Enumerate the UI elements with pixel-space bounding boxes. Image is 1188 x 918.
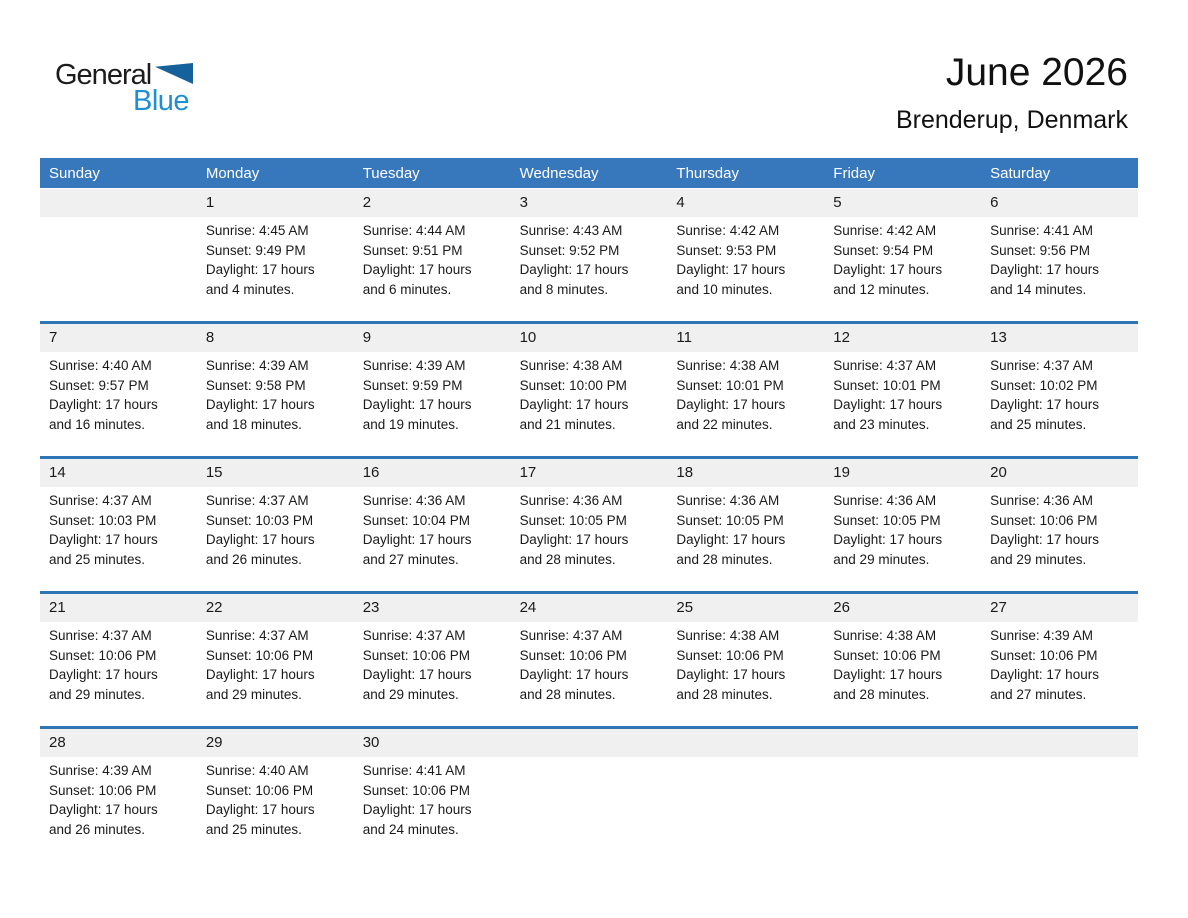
- sunrise-text: Sunrise: 4:37 AM: [990, 358, 1093, 373]
- day-cell-28: [40, 757, 197, 861]
- day-number-2: 2: [362, 194, 372, 211]
- sunset-text: Sunset: 10:01 PM: [833, 377, 941, 393]
- day-cell-10: [511, 352, 668, 456]
- day-number-21: 21: [49, 599, 66, 616]
- daylight-minutes-text: and 6 minutes.: [362, 281, 452, 297]
- title-block: [896, 52, 1128, 134]
- week-row: [40, 456, 1138, 591]
- day-number-6: 6: [990, 194, 999, 211]
- day-cell-21: [40, 622, 197, 726]
- day-cell-9: [354, 352, 511, 456]
- daylight-hours-text: Daylight: 17 hours: [49, 397, 158, 413]
- daylight-hours-text: Daylight: 17 hours: [205, 262, 315, 278]
- daylight-hours-text: Daylight: 17 hours: [362, 667, 472, 683]
- sunset-text: Sunset: 10:06 PM: [205, 647, 314, 663]
- daylight-hours-text: Daylight: 17 hours: [205, 802, 315, 818]
- sunrise-text: Sunrise: 4:37 AM: [362, 628, 466, 643]
- sunrise-text: Sunrise: 4:39 AM: [362, 358, 466, 373]
- day-cell-18: [667, 487, 824, 591]
- daylight-hours-text: Daylight: 17 hours: [362, 397, 472, 413]
- daylight-hours-text: Daylight: 17 hours: [833, 532, 943, 548]
- daylight-minutes-text: and 29 minutes.: [205, 686, 302, 702]
- sunset-text: Sunset: 10:06 PM: [362, 782, 471, 798]
- sunset-text: Sunset: 9:57 PM: [49, 377, 149, 393]
- sunrise-text: Sunrise: 4:41 AM: [362, 763, 466, 778]
- weekday-header-monday: Monday: [205, 164, 260, 182]
- day-number-empty: [824, 729, 981, 757]
- location-subtitle: Brenderup, Denmark: [895, 106, 1128, 134]
- day-number-28: 28: [49, 734, 66, 751]
- sunrise-text: Sunrise: 4:36 AM: [676, 493, 780, 508]
- day-number-1: 1: [205, 194, 215, 211]
- daylight-hours-text: Daylight: 17 hours: [833, 397, 943, 413]
- daylight-hours-text: Daylight: 17 hours: [362, 262, 472, 278]
- day-cell-3: [511, 217, 668, 321]
- day-number-22: 22: [205, 599, 223, 616]
- day-number-14: 14: [49, 464, 66, 481]
- sunset-text: Sunset: 10:04 PM: [362, 512, 471, 528]
- daylight-minutes-text: and 19 minutes.: [362, 416, 459, 432]
- day-number-18: 18: [676, 464, 694, 481]
- daylight-hours-text: Daylight: 17 hours: [676, 262, 786, 278]
- logo-text-general: General: [55, 59, 152, 91]
- sunrise-text: Sunrise: 4:37 AM: [205, 628, 309, 643]
- daylight-minutes-text: and 4 minutes.: [205, 281, 295, 297]
- daylight-minutes-text: and 28 minutes.: [833, 686, 930, 702]
- daylight-minutes-text: and 27 minutes.: [990, 686, 1087, 702]
- day-cell-24: [511, 622, 668, 726]
- daylight-minutes-text: and 25 minutes.: [990, 416, 1087, 432]
- daylight-minutes-text: and 26 minutes.: [49, 821, 146, 837]
- day-cell-empty: [667, 757, 824, 861]
- daylight-hours-text: Daylight: 17 hours: [990, 397, 1099, 413]
- sunrise-text: Sunrise: 4:36 AM: [362, 493, 466, 508]
- sunset-text: Sunset: 10:06 PM: [676, 647, 784, 663]
- day-number-15: 15: [205, 464, 223, 481]
- weekday-header-thursday: Thursday: [676, 164, 739, 182]
- daylight-hours-text: Daylight: 17 hours: [519, 532, 629, 548]
- calendar-table: [40, 158, 1138, 861]
- week-row: [40, 189, 1138, 321]
- sunset-text: Sunset: 10:06 PM: [362, 647, 471, 663]
- day-number-empty: [40, 189, 197, 217]
- day-number-27: 27: [990, 599, 1007, 616]
- daylight-hours-text: Daylight: 17 hours: [990, 667, 1099, 683]
- daylight-minutes-text: and 28 minutes.: [519, 686, 616, 702]
- day-cell-23: [354, 622, 511, 726]
- daylight-hours-text: Daylight: 17 hours: [990, 262, 1099, 278]
- day-number-10: 10: [519, 329, 537, 346]
- day-cell-22: [197, 622, 354, 726]
- sunset-text: Sunset: 10:05 PM: [833, 512, 941, 528]
- day-cell-11: [667, 352, 824, 456]
- sunset-text: Sunset: 9:58 PM: [205, 377, 306, 393]
- day-cell-1: [197, 217, 354, 321]
- daylight-hours-text: Daylight: 17 hours: [49, 667, 158, 683]
- daylight-hours-text: Daylight: 17 hours: [833, 667, 943, 683]
- sunset-text: Sunset: 9:49 PM: [205, 242, 306, 258]
- day-number-5: 5: [833, 194, 842, 211]
- weekday-header-friday: Friday: [833, 164, 875, 182]
- sunrise-text: Sunrise: 4:37 AM: [205, 493, 309, 508]
- day-cell-15: [197, 487, 354, 591]
- sunrise-text: Sunrise: 4:37 AM: [49, 493, 152, 508]
- day-number-13: 13: [990, 329, 1007, 346]
- day-cell-25: [667, 622, 824, 726]
- sunrise-text: Sunrise: 4:36 AM: [833, 493, 937, 508]
- day-cell-6: [981, 217, 1138, 321]
- sunrise-text: Sunrise: 4:40 AM: [49, 358, 152, 373]
- daylight-hours-text: Daylight: 17 hours: [833, 262, 943, 278]
- daylight-hours-text: Daylight: 17 hours: [49, 802, 158, 818]
- day-cell-5: [824, 217, 981, 321]
- day-cell-26: [824, 622, 981, 726]
- calendar-body: [40, 189, 1138, 861]
- daylight-minutes-text: and 12 minutes.: [833, 281, 930, 297]
- day-cell-17: [511, 487, 668, 591]
- general-blue-logo: [55, 60, 255, 124]
- week-row: [40, 591, 1138, 726]
- daylight-minutes-text: and 27 minutes.: [362, 551, 459, 567]
- daylight-hours-text: Daylight: 17 hours: [676, 667, 786, 683]
- daylight-minutes-text: and 29 minutes.: [990, 551, 1087, 567]
- day-number-7: 7: [49, 329, 58, 346]
- month-title: June 2026: [945, 51, 1128, 94]
- sunset-text: Sunset: 10:06 PM: [49, 782, 157, 798]
- daylight-minutes-text: and 29 minutes.: [362, 686, 459, 702]
- daylight-hours-text: Daylight: 17 hours: [362, 532, 472, 548]
- daylight-minutes-text: and 24 minutes.: [362, 821, 459, 837]
- day-cell-13: [981, 352, 1138, 456]
- sunrise-text: Sunrise: 4:39 AM: [205, 358, 309, 373]
- daylight-hours-text: Daylight: 17 hours: [49, 532, 158, 548]
- daylight-minutes-text: and 21 minutes.: [519, 416, 616, 432]
- sunset-text: Sunset: 9:51 PM: [362, 242, 463, 258]
- sunrise-text: Sunrise: 4:41 AM: [990, 223, 1093, 238]
- day-number-29: 29: [205, 734, 223, 751]
- weekday-header-tuesday: Tuesday: [362, 164, 420, 182]
- sunset-text: Sunset: 10:06 PM: [833, 647, 941, 663]
- daylight-minutes-text: and 28 minutes.: [676, 686, 773, 702]
- sunset-text: Sunset: 9:53 PM: [676, 242, 777, 258]
- sunrise-text: Sunrise: 4:42 AM: [833, 223, 937, 238]
- daylight-minutes-text: and 10 minutes.: [676, 281, 773, 297]
- day-cell-7: [40, 352, 197, 456]
- day-number-16: 16: [362, 464, 380, 481]
- sunset-text: Sunset: 10:06 PM: [49, 647, 157, 663]
- page-header: [40, 0, 1138, 158]
- day-number-24: 24: [519, 599, 537, 616]
- daylight-minutes-text: and 22 minutes.: [676, 416, 773, 432]
- day-number-9: 9: [362, 329, 372, 346]
- sunrise-text: Sunrise: 4:37 AM: [833, 358, 937, 373]
- sunset-text: Sunset: 9:56 PM: [990, 242, 1090, 258]
- daylight-hours-text: Daylight: 17 hours: [519, 262, 629, 278]
- sunset-text: Sunset: 10:06 PM: [519, 647, 627, 663]
- daylight-minutes-text: and 28 minutes.: [519, 551, 616, 567]
- sunrise-text: Sunrise: 4:37 AM: [49, 628, 152, 643]
- daylight-hours-text: Daylight: 17 hours: [519, 667, 629, 683]
- daylight-hours-text: Daylight: 17 hours: [676, 397, 786, 413]
- daylight-minutes-text: and 25 minutes.: [205, 821, 302, 837]
- sunset-text: Sunset: 10:03 PM: [49, 512, 157, 528]
- weekday-header-row: [40, 158, 1138, 188]
- sunset-text: Sunset: 9:59 PM: [362, 377, 463, 393]
- week-row: [40, 321, 1138, 456]
- day-number-23: 23: [362, 599, 380, 616]
- sunrise-text: Sunrise: 4:38 AM: [676, 358, 780, 373]
- day-cell-20: [981, 487, 1138, 591]
- sunrise-text: Sunrise: 4:39 AM: [990, 628, 1093, 643]
- day-cell-empty: [40, 217, 197, 321]
- sunrise-text: Sunrise: 4:38 AM: [519, 358, 623, 373]
- sunset-text: Sunset: 10:03 PM: [205, 512, 314, 528]
- sunset-text: Sunset: 10:02 PM: [990, 377, 1098, 393]
- daylight-minutes-text: and 28 minutes.: [676, 551, 773, 567]
- sunset-text: Sunset: 9:52 PM: [519, 242, 620, 258]
- daylight-minutes-text: and 26 minutes.: [205, 551, 302, 567]
- day-number-12: 12: [833, 329, 850, 346]
- day-number-19: 19: [833, 464, 850, 481]
- day-number-17: 17: [519, 464, 537, 481]
- sunrise-text: Sunrise: 4:39 AM: [49, 763, 152, 778]
- sunset-text: Sunset: 9:54 PM: [833, 242, 934, 258]
- daylight-hours-text: Daylight: 17 hours: [205, 667, 315, 683]
- sunrise-text: Sunrise: 4:38 AM: [833, 628, 937, 643]
- day-number-26: 26: [833, 599, 850, 616]
- daylight-hours-text: Daylight: 17 hours: [519, 397, 629, 413]
- weekday-header-saturday: Saturday: [990, 164, 1051, 182]
- day-cell-2: [354, 217, 511, 321]
- sunset-text: Sunset: 10:06 PM: [990, 512, 1098, 528]
- sunrise-text: Sunrise: 4:45 AM: [205, 223, 309, 238]
- daylight-hours-text: Daylight: 17 hours: [205, 532, 315, 548]
- sunset-text: Sunset: 10:06 PM: [990, 647, 1098, 663]
- sunrise-text: Sunrise: 4:44 AM: [362, 223, 466, 238]
- sunrise-text: Sunrise: 4:36 AM: [519, 493, 623, 508]
- sunset-text: Sunset: 10:01 PM: [676, 377, 784, 393]
- daylight-minutes-text: and 29 minutes.: [833, 551, 930, 567]
- weekday-header-sunday: Sunday: [49, 164, 100, 182]
- sunset-text: Sunset: 10:06 PM: [205, 782, 314, 798]
- daylight-minutes-text: and 29 minutes.: [49, 686, 146, 702]
- sunrise-text: Sunrise: 4:38 AM: [676, 628, 780, 643]
- sunrise-text: Sunrise: 4:43 AM: [519, 223, 623, 238]
- sunset-text: Sunset: 10:05 PM: [676, 512, 784, 528]
- day-number-4: 4: [676, 194, 685, 211]
- day-number-20: 20: [990, 464, 1007, 481]
- day-number-8: 8: [205, 329, 215, 346]
- daylight-hours-text: Daylight: 17 hours: [676, 532, 786, 548]
- sunset-text: Sunset: 10:05 PM: [519, 512, 627, 528]
- day-cell-14: [40, 487, 197, 591]
- daylight-minutes-text: and 23 minutes.: [833, 416, 930, 432]
- weekday-header-wednesday: Wednesday: [519, 164, 599, 182]
- week-row: [40, 726, 1138, 861]
- daylight-hours-text: Daylight: 17 hours: [362, 802, 472, 818]
- daylight-hours-text: Daylight: 17 hours: [990, 532, 1099, 548]
- sunrise-text: Sunrise: 4:37 AM: [519, 628, 623, 643]
- day-cell-12: [824, 352, 981, 456]
- sunset-text: Sunset: 10:00 PM: [519, 377, 627, 393]
- sunrise-text: Sunrise: 4:40 AM: [205, 763, 309, 778]
- daylight-minutes-text: and 18 minutes.: [205, 416, 302, 432]
- day-cell-empty: [824, 757, 981, 861]
- day-cell-empty: [511, 757, 668, 861]
- day-cell-19: [824, 487, 981, 591]
- sunrise-text: Sunrise: 4:42 AM: [676, 223, 780, 238]
- day-cell-16: [354, 487, 511, 591]
- day-number-3: 3: [519, 194, 528, 211]
- day-number-empty: [511, 729, 668, 757]
- day-cell-empty: [981, 757, 1138, 861]
- day-number-30: 30: [362, 734, 380, 751]
- day-number-empty: [667, 729, 824, 757]
- daylight-hours-text: Daylight: 17 hours: [205, 397, 315, 413]
- day-cell-30: [354, 757, 511, 861]
- day-cell-4: [667, 217, 824, 321]
- day-number-empty: [981, 729, 1138, 757]
- logo-text-blue: Blue: [133, 85, 190, 117]
- daylight-minutes-text: and 14 minutes.: [990, 281, 1087, 297]
- sunrise-text: Sunrise: 4:36 AM: [990, 493, 1093, 508]
- day-cell-8: [197, 352, 354, 456]
- daylight-minutes-text: and 25 minutes.: [49, 551, 146, 567]
- day-cell-27: [981, 622, 1138, 726]
- daylight-minutes-text: and 8 minutes.: [519, 281, 609, 297]
- daylight-minutes-text: and 16 minutes.: [49, 416, 146, 432]
- day-number-11: 11: [676, 329, 692, 346]
- day-cell-29: [197, 757, 354, 861]
- day-number-25: 25: [676, 599, 694, 616]
